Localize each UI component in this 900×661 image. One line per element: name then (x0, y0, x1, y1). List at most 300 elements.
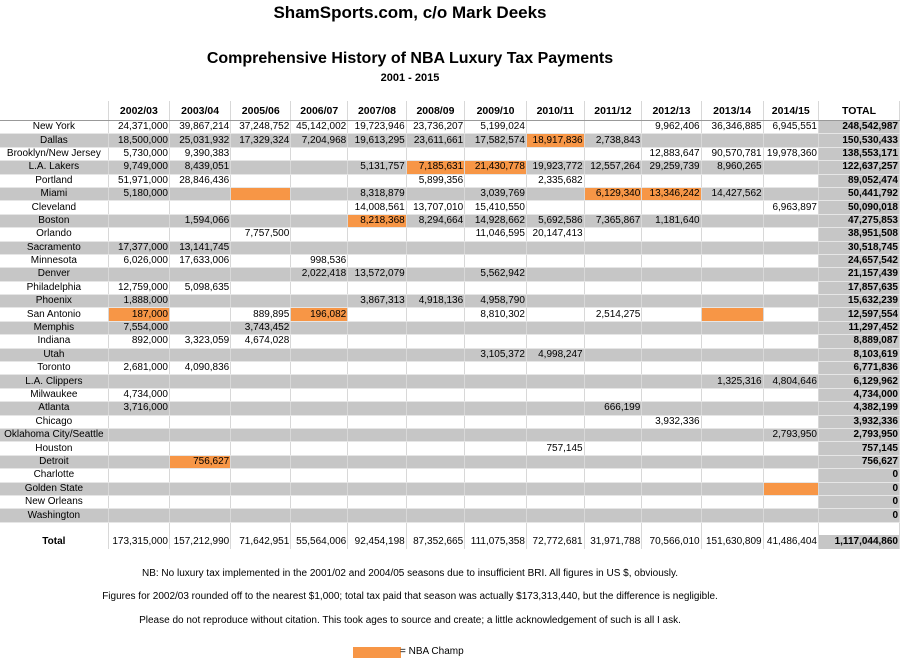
tax-cell (291, 214, 348, 227)
tax-cell (701, 134, 763, 147)
tax-cell (584, 442, 642, 455)
tax-cell: 14,427,562 (701, 187, 763, 200)
tax-cell: 6,945,551 (763, 121, 818, 134)
tax-cell (170, 308, 231, 321)
tax-cell (231, 415, 291, 428)
tax-cell (231, 428, 291, 441)
tax-cell (291, 174, 348, 187)
tax-cell (526, 121, 584, 134)
team-row (0, 335, 900, 348)
team-total: 0 (818, 482, 899, 495)
tax-cell (406, 415, 464, 428)
team-name: Oklahoma City/Seattle (0, 428, 108, 441)
tax-cell (763, 241, 818, 254)
team-row (0, 147, 900, 160)
tax-cell (642, 308, 701, 321)
tax-cell (701, 174, 763, 187)
season-total: 71,642,951 (231, 535, 291, 549)
tax-cell (348, 241, 406, 254)
team-total: 6,129,962 (818, 375, 899, 388)
tax-cell (231, 201, 291, 214)
team-name: Golden State (0, 482, 108, 495)
tax-cell (231, 455, 291, 468)
team-name: Houston (0, 442, 108, 455)
team-row (0, 121, 900, 134)
tax-cell: 12,883,647 (642, 147, 701, 160)
tax-cell: 7,365,867 (584, 214, 642, 227)
spacer-cell (584, 522, 642, 535)
tax-cell (642, 375, 701, 388)
tax-cell (108, 268, 169, 281)
tax-cell (701, 321, 763, 334)
tax-cell (642, 201, 701, 214)
column-header: 2009/10 (465, 101, 527, 121)
tax-cell: 13,141,745 (170, 241, 231, 254)
luxury-tax-table (0, 101, 900, 549)
tax-cell (348, 335, 406, 348)
tax-cell (526, 495, 584, 508)
tax-cell (465, 455, 527, 468)
column-header: 2006/07 (291, 101, 348, 121)
tax-cell (526, 375, 584, 388)
tax-cell (108, 469, 169, 482)
tax-cell (465, 335, 527, 348)
tax-cell (701, 295, 763, 308)
tax-cell (348, 442, 406, 455)
team-row (0, 495, 900, 508)
tax-cell (642, 482, 701, 495)
tax-cell (465, 254, 527, 267)
tax-cell: 2,514,275 (584, 308, 642, 321)
team-row (0, 308, 900, 321)
tax-cell: 12,557,264 (584, 161, 642, 174)
grand-total: 1,117,044,860 (818, 535, 899, 549)
team-total: 2,793,950 (818, 428, 899, 441)
tax-cell (642, 362, 701, 375)
header-row (0, 101, 900, 121)
tax-cell (642, 134, 701, 147)
tax-cell: 4,958,790 (465, 295, 527, 308)
tax-cell (465, 469, 527, 482)
team-total: 138,553,171 (818, 147, 899, 160)
tax-cell (763, 228, 818, 241)
tax-cell (170, 321, 231, 334)
tax-cell: 7,204,968 (291, 134, 348, 147)
total-label: Total (0, 535, 108, 549)
team-total: 12,597,554 (818, 308, 899, 321)
tax-cell (231, 402, 291, 415)
tax-cell: 90,570,781 (701, 147, 763, 160)
team-row (0, 482, 900, 495)
tax-cell (526, 241, 584, 254)
team-total: 0 (818, 469, 899, 482)
tax-cell (584, 281, 642, 294)
tax-cell (763, 321, 818, 334)
column-header: 2011/12 (584, 101, 642, 121)
tax-cell: 8,439,051 (170, 161, 231, 174)
tax-cell: 4,734,000 (108, 388, 169, 401)
tax-cell (642, 228, 701, 241)
tax-cell (642, 442, 701, 455)
tax-cell (348, 428, 406, 441)
tax-cell (701, 415, 763, 428)
tax-cell (763, 214, 818, 227)
tax-cell (584, 228, 642, 241)
tax-cell (701, 388, 763, 401)
tax-cell (642, 254, 701, 267)
tax-cell (406, 495, 464, 508)
tax-cell (406, 442, 464, 455)
tax-cell: 6,963,897 (763, 201, 818, 214)
tax-cell (465, 428, 527, 441)
tax-cell (763, 308, 818, 321)
team-total: 30,518,745 (818, 241, 899, 254)
tax-cell: 1,181,640 (642, 214, 701, 227)
team-total: 8,889,087 (818, 335, 899, 348)
tax-cell (170, 509, 231, 522)
tax-cell: 39,867,214 (170, 121, 231, 134)
tax-cell: 4,918,136 (406, 295, 464, 308)
tax-cell (526, 268, 584, 281)
tax-cell (584, 469, 642, 482)
tax-cell (584, 201, 642, 214)
team-name: Chicago (0, 415, 108, 428)
season-total: 111,075,358 (465, 535, 527, 549)
team-total: 50,090,018 (818, 201, 899, 214)
spacer-cell (465, 522, 527, 535)
team-row (0, 201, 900, 214)
tax-cell (291, 147, 348, 160)
tax-cell (291, 388, 348, 401)
tax-cell (170, 495, 231, 508)
tax-cell (108, 455, 169, 468)
tax-cell (701, 348, 763, 361)
tax-cell: 36,346,885 (701, 121, 763, 134)
team-total: 15,632,239 (818, 295, 899, 308)
tax-cell (291, 442, 348, 455)
tax-cell (526, 469, 584, 482)
tax-cell: 1,888,000 (108, 295, 169, 308)
tax-cell (584, 241, 642, 254)
tax-cell: 187,000 (108, 308, 169, 321)
tax-cell (526, 147, 584, 160)
tax-cell (170, 295, 231, 308)
tax-cell (406, 241, 464, 254)
tax-cell: 5,899,356 (406, 174, 464, 187)
tax-cell (526, 201, 584, 214)
tax-cell (701, 455, 763, 468)
tax-cell (526, 428, 584, 441)
tax-cell: 4,804,646 (763, 375, 818, 388)
tax-cell: 17,329,324 (231, 134, 291, 147)
tax-cell: 2,335,682 (526, 174, 584, 187)
tax-cell (406, 321, 464, 334)
tax-cell: 18,500,000 (108, 134, 169, 147)
tax-cell: 12,759,000 (108, 281, 169, 294)
tax-cell: 892,000 (108, 335, 169, 348)
tax-cell: 13,707,010 (406, 201, 464, 214)
tax-cell (701, 268, 763, 281)
tax-cell (406, 281, 464, 294)
tax-cell (701, 335, 763, 348)
team-name: Toronto (0, 362, 108, 375)
tax-cell: 8,294,664 (406, 214, 464, 227)
team-name: New York (0, 121, 108, 134)
spacer-cell (642, 522, 701, 535)
tax-cell (291, 187, 348, 200)
tax-cell: 23,736,207 (406, 121, 464, 134)
tax-cell: 666,199 (584, 402, 642, 415)
team-name: Washington (0, 509, 108, 522)
tax-cell (406, 455, 464, 468)
tax-cell (526, 321, 584, 334)
tax-cell (763, 455, 818, 468)
tax-cell (231, 281, 291, 294)
tax-cell (348, 281, 406, 294)
tax-cell (291, 375, 348, 388)
team-total: 248,542,987 (818, 121, 899, 134)
tax-cell (763, 469, 818, 482)
tax-cell (763, 362, 818, 375)
tax-cell: 5,131,757 (348, 161, 406, 174)
tax-cell: 15,410,550 (465, 201, 527, 214)
team-total: 3,932,336 (818, 415, 899, 428)
tax-cell: 4,674,028 (231, 335, 291, 348)
team-total: 89,052,474 (818, 174, 899, 187)
tax-cell (642, 469, 701, 482)
tax-cell (701, 469, 763, 482)
tax-cell (170, 268, 231, 281)
tax-cell (406, 428, 464, 441)
team-total: 0 (818, 495, 899, 508)
tax-cell (701, 281, 763, 294)
note-bri: NB: No luxury tax implemented in the 2001/02 and 2004/05 seasons due to insufficient BRI. All figures in US $, obviously. (141, 568, 679, 579)
tax-cell: 5,730,000 (108, 147, 169, 160)
column-header: 2008/09 (406, 101, 464, 121)
team-name: L.A. Lakers (0, 161, 108, 174)
tax-cell (108, 214, 169, 227)
tax-cell (108, 509, 169, 522)
team-row (0, 321, 900, 334)
team-row (0, 348, 900, 361)
tax-cell: 45,142,002 (291, 121, 348, 134)
tax-cell (170, 428, 231, 441)
tax-cell (465, 402, 527, 415)
site-title: ShamSports.com, c/o Mark Deeks (273, 3, 547, 22)
team-row (0, 174, 900, 187)
season-total: 173,315,000 (108, 535, 169, 549)
tax-cell: 11,046,595 (465, 228, 527, 241)
tax-cell (231, 187, 291, 200)
tax-cell: 8,218,368 (348, 214, 406, 227)
tax-cell: 5,199,024 (465, 121, 527, 134)
team-name: Portland (0, 174, 108, 187)
tax-cell (231, 174, 291, 187)
tax-cell (465, 442, 527, 455)
tax-cell (526, 295, 584, 308)
season-total: 31,971,788 (584, 535, 642, 549)
tax-cell (406, 308, 464, 321)
tax-cell (584, 254, 642, 267)
tax-cell (291, 402, 348, 415)
tax-cell: 5,098,635 (170, 281, 231, 294)
page-title: Comprehensive History of NBA Luxury Tax Payments (206, 50, 614, 67)
tax-cell (584, 482, 642, 495)
tax-cell: 9,962,406 (642, 121, 701, 134)
tax-cell (231, 254, 291, 267)
column-header: 2014/15 (763, 101, 818, 121)
tax-cell (701, 509, 763, 522)
tax-cell (231, 442, 291, 455)
season-total: 70,566,010 (642, 535, 701, 549)
tax-cell (108, 415, 169, 428)
tax-cell: 7,185,631 (406, 161, 464, 174)
tax-cell: 17,633,006 (170, 254, 231, 267)
tax-cell (231, 362, 291, 375)
team-row (0, 402, 900, 415)
team-row (0, 214, 900, 227)
column-header: 2007/08 (348, 101, 406, 121)
tax-cell (763, 281, 818, 294)
tax-cell (231, 161, 291, 174)
tax-cell (170, 415, 231, 428)
tax-cell: 6,026,000 (108, 254, 169, 267)
tax-cell (584, 121, 642, 134)
tax-cell: 1,325,316 (701, 375, 763, 388)
tax-cell (526, 509, 584, 522)
tax-cell: 21,430,778 (465, 161, 527, 174)
tax-cell (584, 147, 642, 160)
tax-cell: 8,810,302 (465, 308, 527, 321)
tax-cell (406, 228, 464, 241)
team-row (0, 254, 900, 267)
team-row (0, 362, 900, 375)
tax-cell (291, 161, 348, 174)
tax-cell (406, 482, 464, 495)
tax-cell (108, 228, 169, 241)
tax-cell (763, 134, 818, 147)
tax-cell (584, 362, 642, 375)
team-name: Denver (0, 268, 108, 281)
tax-cell: 196,082 (291, 308, 348, 321)
tax-cell (291, 362, 348, 375)
tax-cell: 51,971,000 (108, 174, 169, 187)
tax-cell (291, 241, 348, 254)
tax-cell (763, 388, 818, 401)
team-row (0, 161, 900, 174)
tax-cell (465, 495, 527, 508)
tax-cell (291, 495, 348, 508)
team-total: 4,734,000 (818, 388, 899, 401)
note-citation: Please do not reproduce without citation. This took ages to source and create; a little acknowledgement of such is all I ask. (139, 615, 681, 626)
team-name: Detroit (0, 455, 108, 468)
tax-cell (406, 335, 464, 348)
tax-cell (170, 388, 231, 401)
tax-cell (526, 388, 584, 401)
tax-cell: 7,757,500 (231, 228, 291, 241)
tax-cell (291, 509, 348, 522)
tax-cell (763, 174, 818, 187)
tax-cell (170, 402, 231, 415)
tax-cell (348, 362, 406, 375)
tax-cell (526, 402, 584, 415)
tax-cell (348, 455, 406, 468)
tax-cell (642, 509, 701, 522)
tax-cell (231, 348, 291, 361)
tax-cell (763, 402, 818, 415)
tax-cell (465, 281, 527, 294)
tax-cell (170, 442, 231, 455)
team-total: 47,275,853 (818, 214, 899, 227)
tax-cell (170, 187, 231, 200)
tax-cell (291, 428, 348, 441)
tax-cell (584, 335, 642, 348)
tax-cell (526, 187, 584, 200)
tax-cell (406, 147, 464, 160)
tax-cell (584, 295, 642, 308)
tax-cell (231, 295, 291, 308)
season-total: 92,454,198 (348, 535, 406, 549)
tax-cell: 19,723,946 (348, 121, 406, 134)
tax-cell: 8,960,265 (701, 161, 763, 174)
tax-cell (763, 442, 818, 455)
tax-cell (465, 375, 527, 388)
tax-cell (291, 482, 348, 495)
team-total: 21,157,439 (818, 268, 899, 281)
team-total: 24,657,542 (818, 254, 899, 267)
tax-cell: 998,536 (291, 254, 348, 267)
tax-cell (170, 482, 231, 495)
grand-total-row (0, 535, 900, 549)
team-row (0, 388, 900, 401)
column-header: 2002/03 (108, 101, 169, 121)
tax-cell (526, 362, 584, 375)
tax-cell (406, 509, 464, 522)
tax-cell: 2,022,418 (291, 268, 348, 281)
year-range: 2001 - 2015 (380, 72, 440, 84)
tax-cell: 2,793,950 (763, 428, 818, 441)
team-row (0, 268, 900, 281)
tax-cell (584, 415, 642, 428)
spacer-cell (348, 522, 406, 535)
tax-cell: 13,572,079 (348, 268, 406, 281)
team-row (0, 281, 900, 294)
tax-cell (231, 147, 291, 160)
team-row (0, 187, 900, 200)
team-row (0, 241, 900, 254)
season-total: 87,352,665 (406, 535, 464, 549)
tax-cell (584, 174, 642, 187)
team-row (0, 375, 900, 388)
team-total: 756,627 (818, 455, 899, 468)
column-header: 2012/13 (642, 101, 701, 121)
team-name: Atlanta (0, 402, 108, 415)
tax-cell: 5,562,942 (465, 268, 527, 281)
tax-cell (465, 509, 527, 522)
tax-cell: 14,928,662 (465, 214, 527, 227)
tax-cell (231, 214, 291, 227)
team-name: Boston (0, 214, 108, 227)
tax-cell (642, 268, 701, 281)
tax-cell (642, 174, 701, 187)
team-name: Charlotte (0, 469, 108, 482)
tax-cell (763, 482, 818, 495)
tax-cell (406, 375, 464, 388)
tax-cell (701, 241, 763, 254)
tax-cell (108, 348, 169, 361)
tax-cell (584, 455, 642, 468)
team-row (0, 428, 900, 441)
